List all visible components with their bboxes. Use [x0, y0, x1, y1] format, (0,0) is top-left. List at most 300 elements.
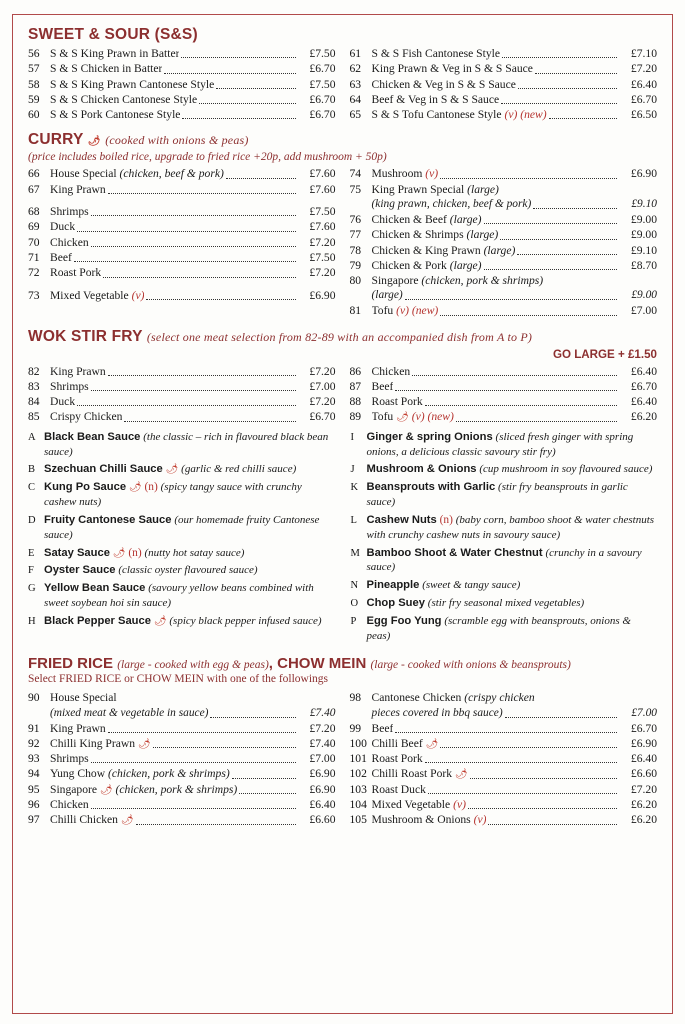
sauce-letter: M [350, 547, 360, 559]
item-price: £6.90 [309, 767, 336, 781]
menu-item[interactable] [28, 736, 336, 751]
sauce-item[interactable] [28, 546, 335, 561]
leader-dots [484, 269, 617, 270]
sauce-item[interactable] [351, 546, 658, 576]
menu-item[interactable] [350, 46, 658, 61]
menu-item[interactable] [28, 182, 336, 197]
chili-icon: 🌶 [137, 738, 151, 750]
curry-subnote: (price includes boiled rice, upgrade to fried rice +20p, add mushroom + 50p) [28, 151, 387, 164]
leader-dots [395, 390, 617, 391]
item-description: pieces covered in bbq sauce) [371, 706, 503, 719]
item-name: Chicken & Beef (large) [371, 212, 482, 226]
sauce-name: Satay Sauce [44, 546, 110, 559]
item-name: S & S King Prawn Cantonese Style [50, 77, 215, 91]
item-suffix: (v) (new) [504, 108, 547, 122]
sauce-name: Ginger & spring Onions [366, 430, 493, 443]
item-name: Yung Chow (chicken, pork & shrimps) [50, 767, 230, 781]
item-name: Beef [371, 379, 394, 393]
fried-rice-left-column [28, 690, 336, 827]
go-large-label: GO LARGE + £1.50 [552, 347, 657, 361]
menu-item[interactable] [350, 766, 658, 781]
curry-right-column [350, 166, 658, 318]
item-price: £6.20 [630, 410, 657, 424]
sauce-description: (baby corn, bamboo shoot & water chestnuts with crunchy cashew nuts in savoury sauce) [366, 513, 655, 541]
item-suffix: (v) [425, 167, 439, 181]
item-number: 73 [28, 288, 40, 302]
item-number: 83 [28, 379, 40, 393]
sauce-item[interactable] [28, 480, 335, 510]
leader-dots [153, 747, 296, 748]
sauce-item[interactable] [351, 578, 658, 593]
leader-dots [405, 299, 617, 300]
item-name: House Special (chicken, beef & pork) [50, 167, 224, 181]
item-price: £6.70 [630, 92, 657, 106]
sauce-left-column [28, 430, 335, 647]
sauce-description: (stir fry beansprouts in garlic sauce) [366, 481, 628, 509]
item-number: 58 [28, 77, 40, 91]
wok-left-column [28, 364, 336, 425]
sauce-body [367, 430, 658, 460]
sauce-right-column [351, 430, 658, 647]
item-number: 102 [349, 767, 367, 781]
nut-marker: (n) [144, 481, 158, 494]
chili-icon: 🌶 [454, 769, 468, 781]
item-name: Duck [50, 395, 76, 409]
item-name: Mixed Vegetable (v) [50, 288, 145, 302]
item-description: (large) [466, 228, 499, 242]
item-name: Singapore (chicken, pork & shrimps) [371, 274, 544, 288]
item-number: 61 [349, 47, 362, 60]
sauce-letter: N [350, 580, 359, 592]
menu-item[interactable] [28, 721, 336, 736]
sauce-description: (crunchy in a savoury sauce) [366, 546, 642, 574]
item-number: 79 [349, 258, 362, 272]
leader-dots [425, 762, 617, 763]
menu-item[interactable] [350, 690, 658, 705]
menu-item[interactable] [28, 77, 336, 92]
item-price: £7.40 [309, 736, 336, 750]
item-number: 63 [349, 77, 362, 91]
sauce-letter: H [28, 615, 36, 627]
item-number: 80 [349, 274, 362, 288]
sauce-body [367, 614, 658, 644]
menu-item[interactable] [28, 92, 336, 107]
item-price: £9.00 [630, 228, 657, 242]
item-price: £7.40 [309, 706, 336, 719]
menu-item[interactable] [350, 273, 658, 288]
item-number: 94 [28, 767, 40, 781]
item-number: 101 [349, 752, 367, 766]
item-price: £6.40 [630, 77, 657, 91]
sauce-item[interactable] [351, 462, 658, 477]
item-name: S & S Fish Cantonese Style [371, 47, 501, 60]
item-number: 82 [28, 364, 40, 378]
item-name: Chilli King Prawn 🌶 [50, 736, 151, 750]
sauce-letter: O [350, 597, 359, 609]
item-price: £7.00 [309, 752, 336, 766]
item-name: Chicken & King Prawn (large) [371, 243, 516, 257]
leader-dots [146, 299, 295, 300]
sauce-body [44, 546, 335, 561]
chili-icon: 🌶 [165, 464, 179, 476]
leader-dots [108, 732, 296, 733]
item-number: 60 [28, 108, 40, 122]
menu-item[interactable] [28, 690, 336, 705]
sauce-item[interactable] [351, 480, 658, 510]
sauce-body [367, 578, 658, 593]
menu-item[interactable] [28, 250, 336, 265]
item-name: Chicken [371, 364, 411, 378]
leader-dots [468, 808, 617, 809]
item-number: 85 [28, 410, 40, 424]
item-number: 72 [28, 266, 40, 280]
item-number: 74 [349, 167, 362, 181]
menu-item[interactable] [28, 107, 336, 122]
menu-item[interactable] [28, 204, 336, 219]
item-number: 97 [28, 813, 40, 827]
item-number: 96 [28, 798, 40, 812]
item-name: House Special [50, 691, 117, 705]
menu-item[interactable] [28, 364, 336, 379]
menu-item[interactable] [28, 166, 336, 181]
sauce-body [367, 462, 658, 477]
menu-item[interactable] [350, 782, 658, 797]
item-price: £9.10 [631, 198, 657, 211]
item-name: S & S Pork Cantonese Style [50, 108, 181, 122]
menu-item[interactable] [350, 166, 658, 181]
item-price: £6.70 [630, 379, 657, 393]
fried-rice-note: (large - cooked with egg & peas) [117, 659, 269, 672]
menu-item[interactable] [350, 243, 658, 258]
menu-item[interactable] [28, 265, 336, 280]
sauce-description: (savoury yellow beans combined with sweet soybean hoi sin sauce) [44, 582, 314, 609]
sauce-name: Beansprouts with Garlic [366, 481, 496, 494]
chili-icon: 🌶 [120, 815, 134, 827]
item-name: S & S Chicken Cantonese Style [50, 92, 198, 106]
item-price: £9.10 [630, 243, 657, 257]
sauce-item[interactable] [28, 430, 335, 460]
curry-title-note: (cooked with onions & peas) [105, 133, 249, 148]
menu-item[interactable] [28, 797, 336, 812]
section-title-wok [28, 328, 657, 346]
leader-dots [502, 57, 617, 58]
sweet-sour-right-column [350, 46, 658, 122]
item-price: £7.00 [630, 304, 657, 318]
item-price: £6.20 [630, 813, 657, 827]
menu-item[interactable] [350, 61, 658, 76]
item-number: 105 [349, 813, 367, 827]
item-number: 59 [28, 92, 40, 106]
leader-dots [440, 178, 617, 179]
menu-item[interactable] [350, 364, 658, 379]
item-number: 92 [28, 736, 40, 750]
sauce-item[interactable] [351, 430, 658, 460]
sauce-name: Black Bean Sauce [44, 430, 141, 443]
item-name: Chilli Chicken 🌶 [50, 813, 134, 827]
sauce-name: Oyster Sauce [44, 564, 116, 577]
menu-item[interactable] [28, 46, 336, 61]
item-name: King Prawn [50, 721, 106, 735]
item-description: (king prawn, chicken, beef & pork) [371, 198, 532, 211]
item-price: £7.20 [309, 364, 336, 378]
sauce-name: Kung Po Sauce [44, 481, 127, 494]
leader-dots [239, 793, 295, 794]
menu-item[interactable] [28, 235, 336, 250]
menu-item[interactable] [350, 379, 658, 394]
item-price: £7.60 [309, 182, 336, 196]
sauce-letter: J [350, 464, 355, 476]
item-price: £7.00 [631, 706, 657, 719]
leader-dots [500, 239, 617, 240]
item-name: Singapore 🌶 (chicken, pork & shrimps) [50, 782, 238, 796]
sauce-description: (spicy tangy sauce with crunchy cashew nuts) [44, 481, 302, 509]
item-price: £7.20 [309, 721, 336, 735]
leader-dots [440, 315, 617, 316]
chili-icon: 🌶 [87, 136, 101, 148]
menu-item[interactable] [350, 797, 658, 812]
sauce-name: Black Pepper Sauce [44, 614, 151, 627]
item-suffix: (v) [453, 798, 466, 812]
sauce-item[interactable] [28, 513, 335, 543]
leader-dots [91, 390, 296, 391]
menu-item[interactable] [350, 258, 658, 273]
item-price: £6.90 [630, 167, 657, 181]
item-number: 64 [349, 92, 362, 106]
menu-item[interactable] [350, 736, 658, 751]
fried-rice-right-column [350, 690, 658, 827]
item-number: 98 [349, 691, 362, 705]
item-number: 76 [349, 212, 362, 226]
item-number: 88 [349, 395, 362, 409]
item-price: £7.20 [309, 266, 336, 280]
menu-item[interactable] [350, 92, 658, 107]
item-name: Cantonese Chicken (crispy chicken [371, 691, 535, 705]
sauce-letter: L [350, 514, 357, 526]
menu-item[interactable] [28, 812, 336, 827]
sauce-name: Chop Suey [366, 596, 425, 609]
sauce-body [44, 462, 335, 477]
sauce-item[interactable] [28, 614, 335, 629]
item-name: Roast Pork [371, 395, 423, 409]
sauce-item[interactable] [28, 462, 335, 477]
sauce-name: Pineapple [366, 579, 420, 592]
fried-rice-title: FRIED RICE [28, 655, 114, 673]
leader-dots [440, 747, 617, 748]
menu-item[interactable] [350, 182, 658, 197]
menu-item[interactable] [350, 227, 658, 242]
sauce-description: (sweet & tangy sauce) [422, 579, 521, 592]
item-number: 91 [28, 721, 40, 735]
item-price: £6.90 [309, 782, 336, 796]
item-number: 86 [349, 364, 362, 378]
menu-item[interactable] [350, 107, 658, 122]
sauce-item[interactable] [351, 596, 658, 611]
menu-item[interactable] [28, 766, 336, 781]
item-name: Chicken [50, 798, 89, 812]
chili-icon: 🌶 [128, 482, 142, 494]
leader-dots [91, 246, 296, 247]
wok-title-note: (select one meat selection from 82-89 with an accompanied dish from A to P) [146, 329, 533, 344]
sauce-letter: K [350, 482, 359, 494]
item-price: £6.40 [630, 752, 657, 766]
item-price: £6.90 [309, 288, 336, 302]
leader-dots [517, 254, 617, 255]
sauce-letter: P [350, 615, 357, 627]
section-curry [28, 131, 657, 318]
item-number: 69 [28, 220, 40, 234]
sauce-name: Bamboo Shoot & Water Chestnut [366, 546, 543, 559]
leader-dots [164, 73, 295, 74]
chili-icon: 🌶 [396, 412, 409, 424]
sauce-body [367, 596, 658, 611]
menu-item-continuation [350, 288, 658, 303]
leader-dots [108, 193, 296, 194]
menu-item[interactable] [350, 212, 658, 227]
item-suffix: (v) [131, 288, 145, 302]
leader-dots [210, 717, 295, 718]
item-price: £7.20 [630, 782, 657, 796]
leader-dots [425, 405, 617, 406]
item-number: 93 [28, 752, 40, 766]
sauce-name: Cashew Nuts [366, 513, 437, 526]
item-name: Roast Pork [50, 266, 102, 280]
chili-icon: 🌶 [153, 615, 167, 627]
spacer [28, 281, 336, 288]
chili-icon: 🌶 [112, 547, 126, 559]
leader-dots [124, 421, 295, 422]
sauce-description: (scramble egg with beansprouts, onions & peas) [366, 614, 631, 642]
leader-dots [226, 178, 296, 179]
leader-dots [505, 717, 617, 718]
item-description: (large) [483, 243, 516, 257]
item-price: £7.20 [309, 395, 336, 409]
item-number: 77 [349, 228, 362, 242]
item-name: S & S Chicken in Batter [50, 62, 163, 76]
leader-dots [181, 57, 295, 58]
sauce-description: (our homemade fruity Cantonese sauce) [44, 513, 320, 541]
sauce-item[interactable] [28, 563, 335, 578]
menu-item[interactable] [28, 409, 336, 424]
sauce-body [44, 581, 335, 611]
item-price: £9.00 [631, 289, 657, 302]
item-name: Tofu 🌶 (v) (new) [371, 410, 454, 424]
item-suffix: (v) (new) [411, 410, 454, 424]
item-price: £6.20 [630, 798, 657, 812]
item-number: 87 [349, 379, 362, 393]
item-price: £7.10 [630, 47, 657, 60]
item-name: Beef [371, 721, 394, 735]
sauce-letter: I [350, 431, 354, 443]
section-fried-rice-chow-mein [28, 655, 657, 827]
chili-icon: 🌶 [425, 738, 439, 750]
item-number: 99 [349, 721, 362, 735]
item-number: 78 [349, 243, 362, 257]
menu-item[interactable] [350, 409, 658, 424]
item-name: Chicken & Veg in S & S Sauce [371, 77, 516, 91]
menu-item[interactable] [28, 61, 336, 76]
spacer [28, 197, 336, 204]
item-description: (chicken, pork & shrimps) [421, 274, 544, 288]
item-number: 103 [349, 782, 367, 796]
item-price: £6.70 [309, 92, 336, 106]
item-number: 70 [28, 235, 40, 249]
item-name: Mixed Vegetable (v) [371, 798, 466, 812]
leader-dots [518, 88, 617, 89]
wok-right-column [350, 364, 658, 425]
menu-item[interactable] [28, 219, 336, 234]
sauce-item[interactable] [351, 614, 658, 644]
sauce-body [44, 513, 335, 543]
leader-dots [533, 208, 617, 209]
leader-dots [77, 405, 295, 406]
item-number: 67 [28, 182, 40, 196]
item-name: Chicken & Shrimps (large) [371, 228, 499, 242]
item-description: (crispy chicken [464, 691, 535, 705]
item-name: S & S Tofu Cantonese Style (v) (new) [371, 108, 547, 122]
sauce-body [367, 546, 658, 576]
item-price: £9.00 [630, 212, 657, 226]
sauce-body [367, 480, 658, 510]
item-price: £7.60 [309, 167, 336, 181]
item-number: 95 [28, 782, 40, 796]
item-price: £6.90 [630, 736, 657, 750]
item-name: Shrimps [50, 205, 89, 219]
leader-dots [91, 215, 296, 216]
leader-dots [136, 824, 296, 825]
item-price: £7.60 [309, 220, 336, 234]
leader-dots [428, 793, 617, 794]
item-suffix: (v) [473, 813, 487, 827]
item-description: (large) [449, 212, 482, 226]
leader-dots [232, 778, 296, 779]
item-number: 56 [28, 47, 40, 60]
item-description: (mixed meat & vegetable in sauce) [50, 706, 209, 719]
sauce-description: (classic oyster flavoured sauce) [118, 564, 258, 577]
sauce-item[interactable] [28, 581, 335, 611]
menu-item[interactable] [350, 394, 658, 409]
item-name: Beef [50, 250, 72, 264]
menu-item[interactable] [28, 782, 336, 797]
item-price: £6.70 [309, 108, 336, 122]
leader-dots [216, 88, 295, 89]
menu-item[interactable] [350, 77, 658, 92]
menu-item[interactable] [350, 721, 658, 736]
leader-dots [77, 231, 295, 232]
sauce-body [44, 614, 335, 629]
item-price: £6.40 [309, 798, 336, 812]
item-price: £7.50 [309, 77, 336, 91]
leader-dots [470, 778, 617, 779]
item-name: S & S King Prawn in Batter [50, 47, 180, 60]
menu-item[interactable] [28, 751, 336, 766]
menu-item[interactable] [28, 379, 336, 394]
item-name: King Prawn & Veg in S & S Sauce [371, 62, 533, 76]
menu-item[interactable] [28, 288, 336, 303]
menu-item[interactable] [350, 303, 658, 318]
menu-item[interactable] [350, 812, 658, 827]
sauce-body [367, 513, 658, 543]
menu-item[interactable] [28, 394, 336, 409]
item-description: (chicken, pork & shrimps) [115, 782, 238, 796]
sauce-description: (cup mushroom in soy flavoured sauce) [479, 463, 653, 476]
item-name: King Prawn [50, 182, 106, 196]
sauce-letter: F [28, 565, 34, 577]
item-price: £6.40 [630, 364, 657, 378]
menu-item[interactable] [350, 751, 658, 766]
leader-dots [501, 103, 617, 104]
sauce-item[interactable] [351, 513, 658, 543]
item-name: Shrimps [50, 752, 89, 766]
